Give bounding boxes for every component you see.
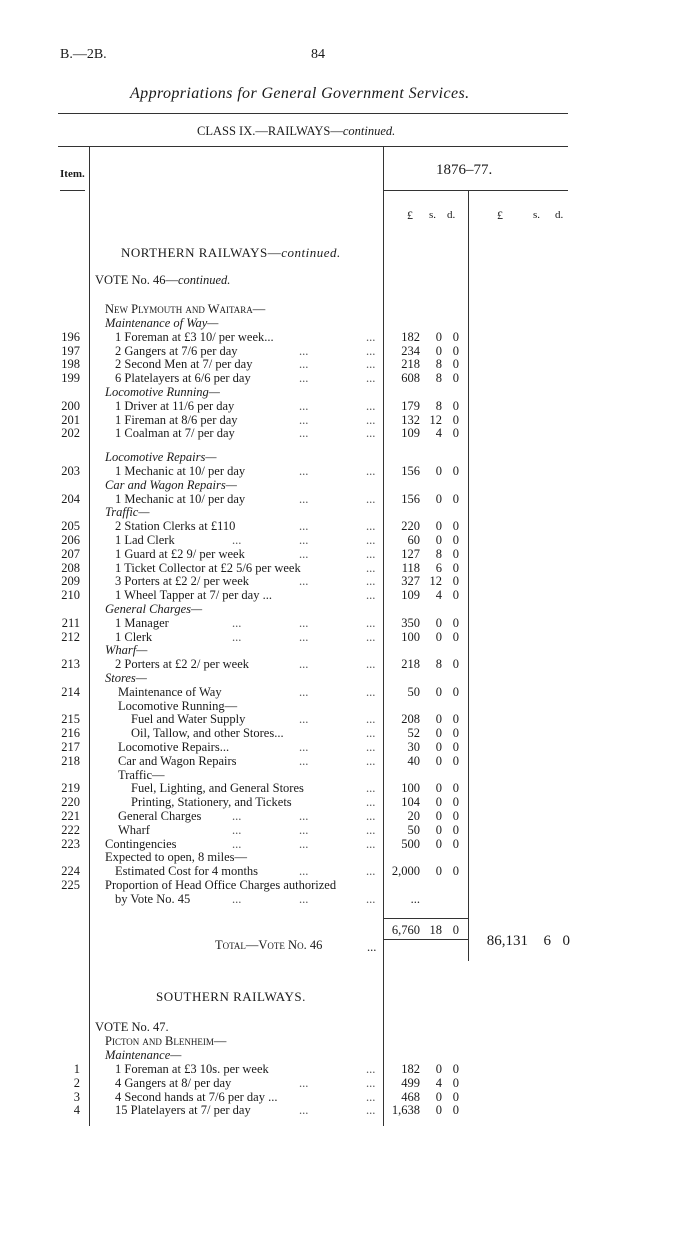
north-row-pence: 0 [452,781,459,796]
north-row-leader-dots-b: ... [299,533,309,547]
north-row-leader-dots-b: ... [299,343,309,358]
total-vote-46-label: Total—Vote No. 46 [215,938,323,952]
north-row-description: Proportion of Head Office Charges authorized [105,878,337,892]
north-row-pounds: 208 [401,712,420,727]
north-row-description: Car and Wagon Repairs— [105,477,237,492]
south-row-leader-dots: ... [366,1089,376,1104]
north-row-leader-dots-a: ... [232,822,242,837]
north-row-description: 1 Fireman at 8/6 per day [115,412,238,427]
north-row-description: Fuel, Lighting, and General Stores [131,781,304,796]
north-row-description: Traffic— [105,505,150,520]
north-row-pence: 0 [452,398,459,413]
north-row-leader-dots: ... [366,588,376,603]
north-row-description: Maintenance of Way [118,684,222,699]
north-row-item-number: 206 [61,533,80,547]
north-row-pounds: 118 [401,560,420,575]
north-row-description: 6 Platelayers at 6/6 per day [115,371,251,386]
north-row-pounds: 20 [407,809,420,823]
year-header: 1876–77. [436,162,493,178]
north-row-leader-dots: ... [366,560,376,575]
north-row-leader-dots-b: ... [299,836,309,851]
col1-pounds-header: £ [407,208,413,222]
north-row-shillings: 0 [435,343,442,358]
north-row-leader-dots: ... [366,753,376,768]
north-row-shillings: 0 [435,726,442,741]
north-row-leader-dots-b: ... [299,809,309,823]
north-row-item-number: 211 [61,615,80,630]
north-row-description: Locomotive Repairs— [105,450,217,465]
north-row-description: by Vote No. 45 [115,891,191,906]
north-row-leader-dots-a: ... [232,891,242,906]
north-row-pounds: 132 [401,412,420,427]
north-row-leader-dots: ... [366,426,376,441]
north-row-leader-dots-b: ... [299,891,309,906]
north-row-pence: 0 [452,795,459,810]
maintenance-subheading: Maintenance— [105,1048,182,1062]
north-row-leader-dots: ... [366,629,376,644]
north-row-leader-dots: ... [366,398,376,413]
north-row-shillings: 0 [435,684,442,699]
north-row-item-number: 198 [61,357,80,372]
north-row-leader-dots-a: ... [232,629,242,644]
north-row-item-number: 199 [61,371,80,386]
southern-railways-heading: SOUTHERN RAILWAYS. [156,989,306,1004]
north-row-shillings: 0 [435,712,442,727]
subtotal-pence: 0 [452,923,459,937]
north-row-pence: 0 [452,426,459,441]
north-row-leader-dots-b: ... [299,629,309,644]
north-row-leader-dots: ... [366,864,376,879]
north-row-leader-dots: ... [366,740,376,754]
north-row-pounds: 109 [401,588,420,603]
south-row-pence: 0 [452,1089,459,1104]
north-row-pence: 0 [452,588,459,603]
south-row-leader-dots: ... [366,1103,376,1118]
class-heading: CLASS IX.—RAILWAYS—continued. [197,124,396,138]
north-row-description: 1 Driver at 11/6 per day [115,398,235,413]
total-pounds: 86,131 [486,933,528,949]
south-row-item-number: 1 [73,1062,80,1076]
north-row-leader-dots-b: ... [299,412,309,427]
north-row-pounds: ... [410,891,420,906]
north-row-pence: 0 [452,809,459,823]
north-row-shillings: 12 [429,574,442,589]
north-row-shillings: 0 [435,629,442,644]
north-row-leader-dots: ... [366,781,376,796]
north-row-item-number: 217 [61,740,80,754]
north-row-description: 2 Porters at £2 2/ per week [115,657,249,672]
item-column-divider [89,146,90,1126]
north-row-pence: 0 [452,740,459,754]
north-row-leader-dots: ... [366,412,376,427]
north-row-pounds: 179 [401,398,420,413]
north-row-shillings: 8 [435,398,442,413]
item-underline [60,190,85,191]
north-row-pounds: 2,000 [391,864,420,879]
north-row-description: 1 Lad Clerk [115,533,175,547]
title-rule [58,113,568,114]
north-row-shillings: 0 [435,781,442,796]
north-row-pounds: 220 [401,519,420,534]
north-row-pounds: 500 [401,836,420,851]
north-row-leader-dots-a: ... [232,836,242,851]
north-row-leader-dots-b: ... [299,519,309,534]
north-row-pounds: 50 [407,684,420,699]
north-row-description: 1 Mechanic at 10/ per day [115,491,246,506]
north-row-pence: 0 [452,615,459,630]
subtotal-bottom-rule [384,939,468,940]
subtotal-shillings: 18 [429,923,442,937]
north-row-shillings: 8 [435,371,442,386]
north-row-leader-dots: ... [366,657,376,672]
north-row-item-number: 212 [61,629,80,644]
north-row-shillings: 8 [435,546,442,561]
north-row-item-number: 205 [61,519,80,534]
north-row-shillings: 0 [435,836,442,851]
north-row-pence: 0 [452,822,459,837]
north-row-pounds: 60 [407,533,420,547]
north-row-leader-dots-b: ... [299,657,309,672]
north-row-item-number: 220 [61,795,80,810]
north-row-leader-dots: ... [366,464,376,478]
north-row-description: 1 Wheel Tapper at 7/ per day ... [115,588,272,603]
north-row-pounds: 156 [401,464,420,478]
north-row-leader-dots-b: ... [299,398,309,413]
north-row-shillings: 0 [435,615,442,630]
north-row-description: Wharf [118,822,150,837]
north-row-leader-dots-a: ... [232,533,242,547]
north-row-description: Expected to open, 8 miles— [105,850,247,865]
north-row-shillings: 4 [435,588,442,603]
north-row-leader-dots: ... [366,491,376,506]
south-row-description: 4 Gangers at 8/ per day [115,1075,232,1090]
south-row-pence: 0 [452,1062,459,1076]
north-row-item-number: 202 [61,426,80,441]
north-row-description: Estimated Cost for 4 months [115,864,259,879]
north-row-description: Oil, Tallow, and other Stores... [131,726,284,741]
total-dots: ... [367,940,377,954]
table-top-rule [58,146,568,147]
north-row-pence: 0 [452,464,459,478]
north-row-description: 1 Ticket Collector at £2 5/6 per week [115,560,301,575]
north-row-leader-dots-b: ... [299,371,309,386]
north-row-leader-dots: ... [366,795,376,810]
south-row-description: 1 Foreman at £3 10s. per week [115,1062,269,1076]
north-row-item-number: 218 [61,753,80,768]
north-row-description: 1 Mechanic at 10/ per day [115,464,246,478]
north-row-item-number: 204 [61,491,80,506]
south-row-pounds: 499 [401,1075,420,1090]
north-row-pence: 0 [452,329,459,344]
north-row-description: General Charges— [105,602,203,616]
north-row-description: Printing, Stationery, and Tickets [131,795,292,810]
south-row-shillings: 0 [435,1089,442,1104]
north-row-item-number: 213 [61,657,80,672]
south-row-pence: 0 [452,1103,459,1118]
north-row-leader-dots-b: ... [299,712,309,727]
north-row-shillings: 0 [435,464,442,478]
north-row-item-number: 196 [61,329,80,344]
north-row-pounds: 40 [407,753,420,768]
north-row-pounds: 218 [401,657,420,672]
col2-shillings-header: s. [533,209,541,221]
north-row-leader-dots: ... [366,519,376,534]
north-row-leader-dots-b: ... [299,546,309,561]
north-row-leader-dots-a: ... [232,809,242,823]
north-row-pounds: 52 [407,726,420,741]
north-row-pounds: 50 [407,822,420,837]
north-row-item-number: 215 [61,712,80,727]
north-row-pounds: 350 [401,615,420,630]
year-underline [384,190,568,191]
north-row-pounds: 30 [407,740,420,754]
col2-pence-header: d. [555,209,564,221]
subtotal-top-rule [384,918,468,919]
south-row-pounds: 468 [401,1089,420,1104]
north-row-pence: 0 [452,629,459,644]
south-row-item-number: 4 [73,1103,80,1118]
south-row-pounds: 182 [401,1062,420,1076]
north-row-item-number: 200 [61,398,80,413]
north-row-leader-dots: ... [366,357,376,372]
north-row-leader-dots-b: ... [299,740,309,754]
south-row-leader-dots: ... [366,1075,376,1090]
north-row-item-number: 225 [61,878,80,892]
south-row-shillings: 0 [435,1062,442,1076]
line-picton-blenheim: Picton and Blenheim— [105,1034,227,1048]
north-row-description: 1 Manager [115,615,169,630]
page-number: 84 [311,47,325,62]
north-row-leader-dots-b: ... [299,822,309,837]
north-row-description: 2 Station Clerks at £110 [115,519,236,534]
north-row-pence: 0 [452,712,459,727]
north-row-leader-dots-b: ... [299,426,309,441]
north-row-leader-dots-b: ... [299,491,309,506]
north-row-leader-dots: ... [366,809,376,823]
north-row-description: 2 Gangers at 7/6 per day [115,343,238,358]
vote-47-heading: VOTE No. 47. [95,1020,169,1034]
north-row-shillings: 0 [435,795,442,810]
north-row-leader-dots-a: ... [232,615,242,630]
north-row-leader-dots-b: ... [299,615,309,630]
north-row-shillings: 0 [435,809,442,823]
north-row-pounds: 104 [401,795,420,810]
north-row-pounds: 109 [401,426,420,441]
north-row-shillings: 0 [435,533,442,547]
col1-pence-header: d. [447,209,456,221]
south-row-item-number: 3 [73,1089,80,1104]
south-row-description: 4 Second hands at 7/6 per day ... [115,1089,278,1104]
subtotal-pounds: 6,760 [391,923,420,937]
north-row-pounds: 234 [401,343,420,358]
north-row-pounds: 100 [401,781,420,796]
north-row-pence: 0 [452,864,459,879]
north-row-shillings: 0 [435,329,442,344]
north-row-pence: 0 [452,836,459,851]
north-row-pounds: 182 [401,329,420,344]
vote-46-heading: VOTE No. 46—continued. [95,273,231,287]
north-row-pounds: 218 [401,357,420,372]
south-row-description: 15 Platelayers at 7/ per day [115,1103,251,1118]
north-row-leader-dots: ... [366,546,376,561]
total-shillings: 6 [543,933,551,949]
north-row-description: 1 Guard at £2 9/ per week [115,546,245,561]
north-row-leader-dots: ... [366,891,376,906]
south-row-leader-dots-b: ... [299,1103,309,1118]
north-row-pounds: 608 [401,371,420,386]
north-row-leader-dots: ... [366,615,376,630]
north-row-item-number: 219 [61,781,80,796]
north-row-shillings: 0 [435,822,442,837]
north-row-item-number: 201 [61,412,80,427]
north-row-description: Traffic— [118,767,165,782]
south-row-item-number: 2 [73,1075,80,1090]
north-row-shillings: 6 [435,560,442,575]
north-row-leader-dots: ... [366,822,376,837]
north-row-pounds: 156 [401,491,420,506]
north-row-pence: 0 [452,412,459,427]
document-reference: B.—2B. [60,47,107,62]
north-row-description: 3 Porters at £2 2/ per week [115,574,249,589]
north-row-leader-dots: ... [366,726,376,741]
north-row-leader-dots-b: ... [299,864,309,879]
north-row-leader-dots: ... [366,684,376,699]
north-row-item-number: 214 [61,684,80,699]
north-row-shillings: 12 [429,412,442,427]
north-row-pence: 0 [452,491,459,506]
north-row-leader-dots-b: ... [299,574,309,589]
south-row-pence: 0 [452,1075,459,1090]
north-row-leader-dots: ... [366,836,376,851]
north-row-pence: 0 [452,533,459,547]
north-row-item-number: 197 [61,343,80,358]
item-column-header: Item. [60,168,85,180]
north-row-leader-dots-b: ... [299,357,309,372]
north-row-description: Contingencies [105,836,177,851]
north-row-item-number: 222 [61,822,80,837]
north-row-item-number: 221 [61,809,80,823]
north-row-pounds: 327 [401,574,420,589]
north-row-shillings: 4 [435,426,442,441]
north-row-description: Locomotive Repairs... [118,740,230,754]
line-new-plymouth-waitara: New Plymouth and Waitara— [105,302,266,316]
north-row-pence: 0 [452,371,459,386]
north-row-description: 1 Coalman at 7/ per day [115,426,235,441]
north-row-pounds: 127 [401,546,420,561]
north-row-shillings: 0 [435,740,442,754]
north-row-shillings: 8 [435,357,442,372]
north-row-item-number: 209 [61,574,80,589]
north-row-item-number: 203 [61,464,80,478]
north-row-description: Fuel and Water Supply [131,712,246,727]
north-row-pence: 0 [452,753,459,768]
north-row-leader-dots: ... [366,329,376,344]
north-row-leader-dots: ... [366,712,376,727]
amount-column-divider [468,191,469,961]
north-row-leader-dots-b: ... [299,753,309,768]
north-row-leader-dots-b: ... [299,464,309,478]
north-row-description: General Charges [118,809,202,823]
north-row-description: Car and Wagon Repairs [118,753,237,768]
north-row-pence: 0 [452,357,459,372]
north-row-description: Locomotive Running— [105,385,220,399]
north-row-shillings: 0 [435,491,442,506]
north-row-item-number: 210 [61,588,80,603]
north-row-pence: 0 [452,519,459,534]
north-row-leader-dots-b: ... [299,684,309,699]
north-row-shillings: 8 [435,657,442,672]
north-row-pounds: 100 [401,629,420,644]
north-row-shillings: 0 [435,864,442,879]
north-row-shillings: 0 [435,519,442,534]
north-row-item-number: 207 [61,546,80,561]
north-row-item-number: 216 [61,726,80,741]
north-row-pence: 0 [452,546,459,561]
north-row-leader-dots: ... [366,343,376,358]
page-title: Appropriations for General Government Services. [130,85,470,102]
north-row-pence: 0 [452,657,459,672]
north-row-description: Wharf— [105,643,148,658]
north-row-leader-dots: ... [366,371,376,386]
north-row-shillings: 0 [435,753,442,768]
north-row-description: 2 Second Men at 7/ per day [115,357,253,372]
col2-pounds-header: £ [497,208,503,222]
northern-railways-heading: NORTHERN RAILWAYS—continued. [121,245,341,260]
south-row-shillings: 0 [435,1103,442,1118]
north-row-description: Maintenance of Way— [105,316,219,330]
south-row-leader-dots: ... [366,1062,376,1076]
north-row-pence: 0 [452,560,459,575]
north-row-description: Locomotive Running— [118,698,238,713]
north-row-item-number: 224 [61,864,80,879]
north-row-pence: 0 [452,343,459,358]
north-row-pence: 0 [452,574,459,589]
north-row-description: 1 Clerk [115,629,153,644]
south-row-leader-dots-b: ... [299,1075,309,1090]
north-row-pence: 0 [452,726,459,741]
total-pence: 0 [562,933,570,949]
south-row-pounds: 1,638 [391,1103,420,1118]
north-row-description: Stores— [105,671,147,685]
north-row-leader-dots: ... [366,574,376,589]
north-row-description: 1 Foreman at £3 10/ per week... [115,329,274,344]
col1-shillings-header: s. [429,209,437,221]
north-row-item-number: 223 [61,836,80,851]
south-row-shillings: 4 [435,1075,442,1090]
north-row-leader-dots: ... [366,533,376,547]
north-row-pence: 0 [452,684,459,699]
north-row-item-number: 208 [61,560,80,575]
